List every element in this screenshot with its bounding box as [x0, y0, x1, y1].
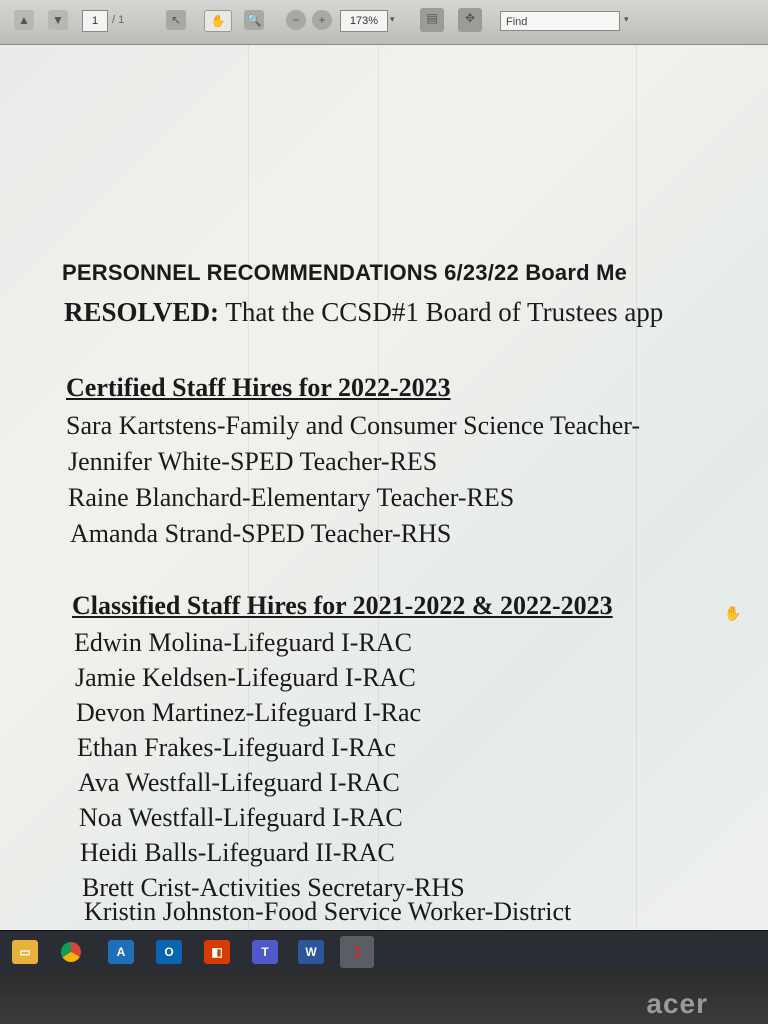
resolved-text: That the CCSD#1 Board of Trustees app [219, 297, 664, 327]
classified-section-title: Classified Staff Hires for 2021-2022 & 2022-2023 [72, 591, 613, 620]
document-page [0, 45, 768, 930]
page-count: / 1 [112, 14, 125, 26]
document-heading: PERSONNEL RECOMMENDATIONS 6/23/22 Board Me [62, 260, 628, 285]
fit-page-icon[interactable]: ▤ [420, 8, 444, 32]
find-dropdown-icon[interactable]: ▾ [624, 14, 629, 24]
monitor-brand-logo: acer [646, 988, 708, 1019]
list-item: Ethan Frakes-Lifeguard I-RAc [77, 733, 397, 762]
list-item: Brett Crist-Activities Secretary-RHS [82, 873, 465, 902]
certified-section-title: Certified Staff Hires for 2022-2023 [66, 373, 451, 402]
taskbar [0, 930, 768, 973]
zoom-level-input[interactable]: 173% [340, 10, 388, 32]
list-item: Kristin Johnston-Food Service Worker-District [84, 897, 572, 926]
cursor-hand-icon: ✋ [724, 605, 742, 621]
zoom-tool-icon[interactable]: 🔍 [244, 10, 264, 30]
previous-page-icon[interactable]: ▲ [14, 10, 34, 30]
hand-tool-icon[interactable]: ✋ [204, 10, 232, 32]
resolved-label: RESOLVED: [64, 297, 220, 327]
office-icon[interactable]: ◧ [204, 940, 230, 964]
azure-icon[interactable]: A [108, 940, 134, 964]
full-screen-icon[interactable]: ✥ [458, 8, 482, 32]
zoom-in-icon[interactable]: + [312, 10, 332, 30]
list-item: Sara Kartstens-Family and Consumer Science Teacher- [66, 411, 641, 440]
list-item: Edwin Molina-Lifeguard I-RAC [74, 628, 412, 657]
list-item: Raine Blanchard-Elementary Teacher-RES [68, 483, 515, 512]
page-number-input[interactable]: 1 [82, 10, 108, 32]
list-item: Amanda Strand-SPED Teacher-RHS [70, 519, 452, 548]
select-tool-icon[interactable]: ↖ [166, 10, 186, 30]
outlook-icon[interactable]: O [156, 940, 182, 964]
list-item: Ava Westfall-Lifeguard I-RAC [78, 768, 400, 797]
teams-icon[interactable]: T [252, 940, 278, 964]
list-item: Devon Martinez-Lifeguard I-Rac [76, 698, 422, 727]
chrome-icon[interactable] [58, 940, 84, 964]
find-input[interactable]: Find [500, 11, 620, 31]
zoom-dropdown-icon[interactable]: ▾ [390, 14, 395, 24]
file-explorer-icon[interactable]: ▭ [12, 940, 38, 964]
list-item: Heidi Balls-Lifeguard II-RAC [80, 838, 395, 867]
next-page-icon[interactable]: ▼ [48, 10, 68, 30]
list-item: Jamie Keldsen-Lifeguard I-RAC [75, 663, 416, 692]
list-item: Noa Westfall-Lifeguard I-RAC [79, 803, 403, 832]
pdf-toolbar [0, 0, 768, 45]
zoom-out-icon[interactable]: − [286, 10, 306, 30]
list-item: Jennifer White-SPED Teacher-RES [68, 447, 438, 476]
word-icon[interactable]: W [298, 940, 324, 964]
resolved-statement [64, 297, 663, 328]
acrobat-icon[interactable]: ℷ [340, 936, 374, 968]
